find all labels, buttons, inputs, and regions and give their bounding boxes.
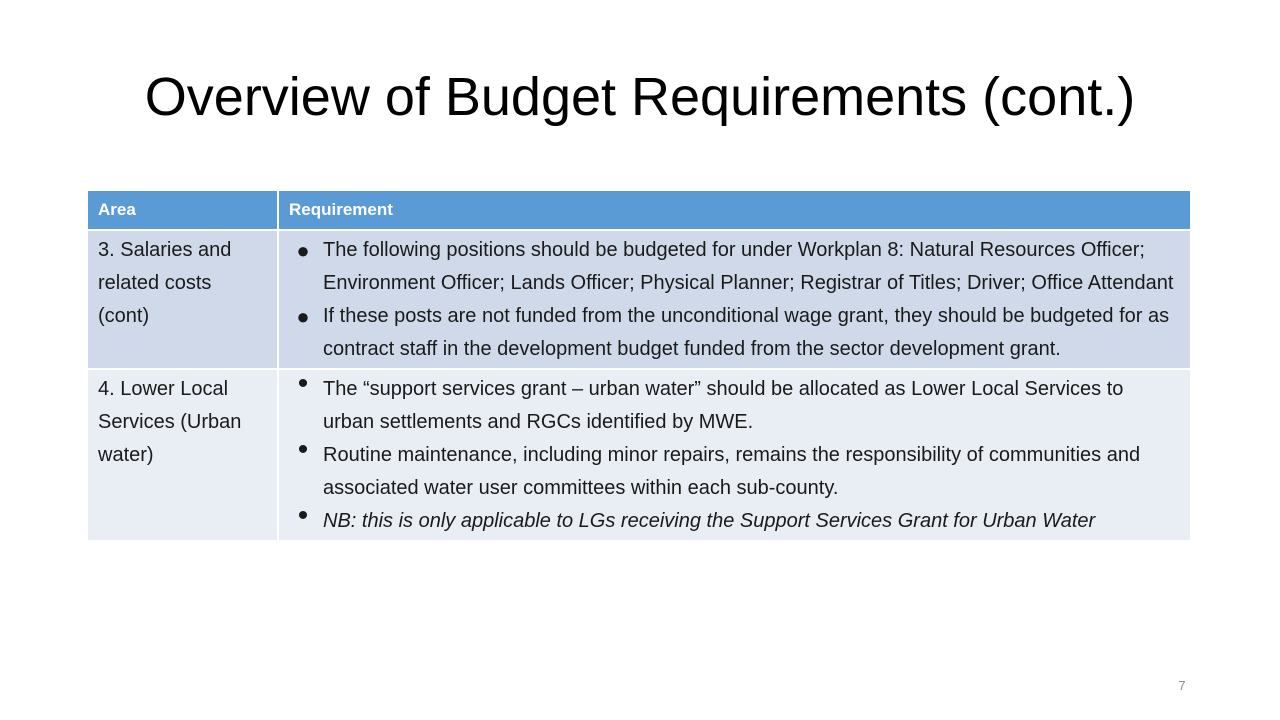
- table-row: [88, 230, 1191, 369]
- list-item-text: NB: this is only applicable to LGs receiving the Support Services Grant for Urban Water: [323, 510, 1096, 532]
- list-item: [289, 499, 1180, 538]
- list-item-text: The following positions should be budgeted for under Workplan 8: Natural Resources Officer; Environment Officer; Lands Officer; Physical Planner; Registrar of Titles; Driver; Office Attendant: [323, 239, 1174, 294]
- bullet-icon: ●: [296, 238, 310, 263]
- requirement-cell: [278, 230, 1191, 369]
- list-item: [289, 367, 1180, 439]
- requirement-list: [289, 367, 1180, 538]
- bullet-icon: •: [297, 433, 309, 466]
- table-row: [88, 369, 1191, 540]
- bullet-icon: •: [297, 499, 309, 532]
- list-item-text: Routine maintenance, including minor repairs, remains the responsibility of communities and associated water user committees within each sub-county.: [323, 444, 1141, 499]
- page-number: 7: [1178, 678, 1186, 693]
- list-item: [289, 234, 1180, 300]
- bullet-icon: •: [297, 367, 309, 400]
- header-area: Area: [88, 191, 278, 230]
- bullet-icon: ●: [296, 304, 310, 329]
- table-header-row: [88, 191, 1191, 230]
- header-requirement: Requirement: [278, 191, 1191, 230]
- list-item: [289, 433, 1180, 505]
- list-item-text: The “support services grant – urban water” should be allocated as Lower Local Services to urban settlements and RGCs identified by MWE.: [323, 378, 1124, 433]
- area-cell: [88, 230, 278, 369]
- list-item-text: If these posts are not funded from the unconditional wage grant, they should be budgeted for as contract staff in the development budget funded from the sector development grant.: [323, 305, 1170, 360]
- list-item: [289, 300, 1180, 366]
- area-cell: [88, 369, 278, 540]
- budget-table: [88, 191, 1192, 540]
- area-label: 3. Salaries and related costs (cont): [98, 239, 232, 327]
- requirement-cell: [278, 369, 1191, 540]
- slide-title: Overview of Budget Requirements (cont.): [144, 67, 1136, 127]
- area-label: 4. Lower Local Services (Urban water): [98, 378, 242, 466]
- requirement-list: [289, 234, 1180, 366]
